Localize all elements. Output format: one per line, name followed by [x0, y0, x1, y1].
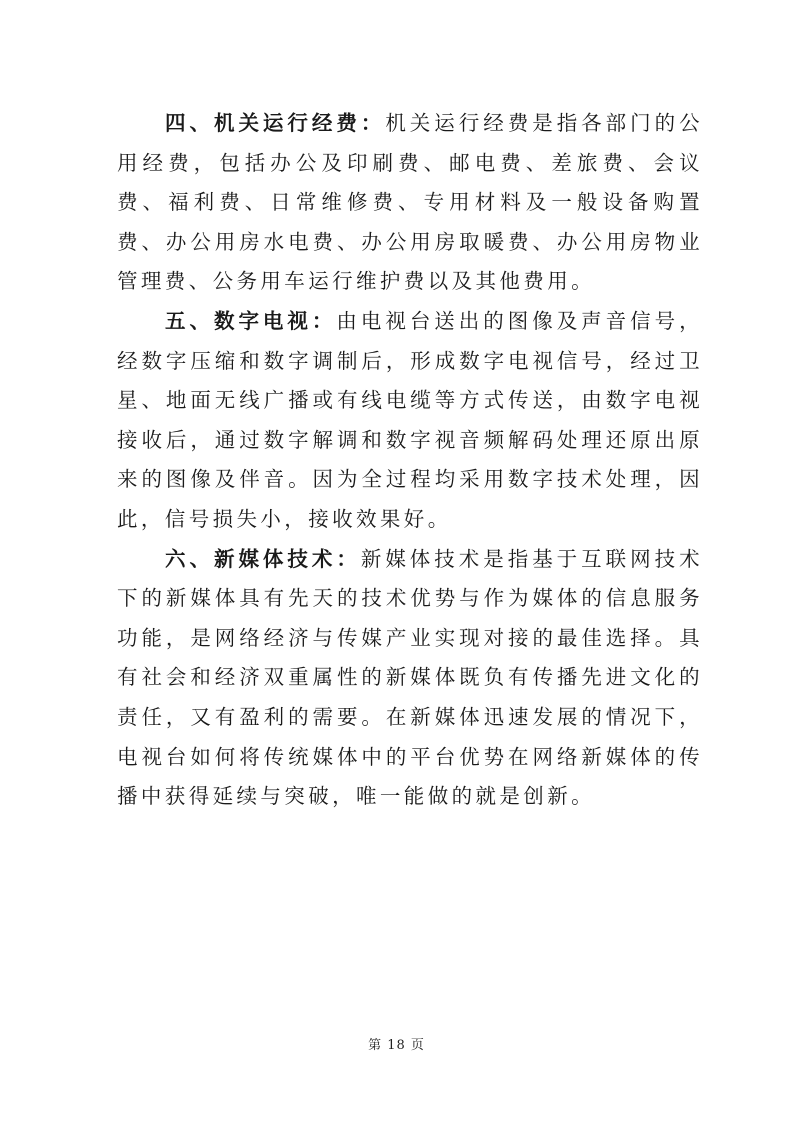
page-number: 第 18 页	[368, 1038, 425, 1053]
term-definition: 机关运行经费是指各部门的公用经费，包括办公及印刷费、邮电费、差旅费、会议费、福利费、日常维修费、专用材料及一般设备购置费、办公用房水电费、办公用房取暖费、办公用房物业管理费、公务用车运行维护费以及其他费用。	[117, 111, 703, 294]
paragraph-digital-tv	[117, 302, 703, 540]
paragraph-new-media	[117, 540, 703, 817]
page-body	[117, 104, 703, 817]
paragraph-operating-expenses	[117, 104, 703, 302]
term-definition: 新媒体技术是指基于互联网技术下的新媒体具有先天的技术优势与作为媒体的信息服务功能，是网络经济与传媒产业实现对接的最佳选择。具有社会和经济双重属性的新媒体既负有传播先进文化的责任，又有盈利的需要。在新媒体迅速发展的情况下，电视台如何将传统媒体中的平台优势在网络新媒体的传播中获得延续与突破，唯一能做的就是创新。	[117, 546, 703, 809]
term-heading: 六、新媒体技术：	[165, 546, 361, 571]
term-heading: 四、机关运行经费：	[165, 111, 386, 135]
term-heading: 五、数字电视：	[165, 308, 337, 333]
term-definition: 由电视台送出的图像及声音信号，经数字压缩和数字调制后，形成数字电视信号，经过卫星、地面无线广播或有线电缆等方式传送，由数字电视接收后，通过数字解调和数字视音频解码处理还原出原来的图像及伴音。因为全过程均采用数字技术处理，因此，信号损失小，接收效果好。	[117, 308, 703, 531]
